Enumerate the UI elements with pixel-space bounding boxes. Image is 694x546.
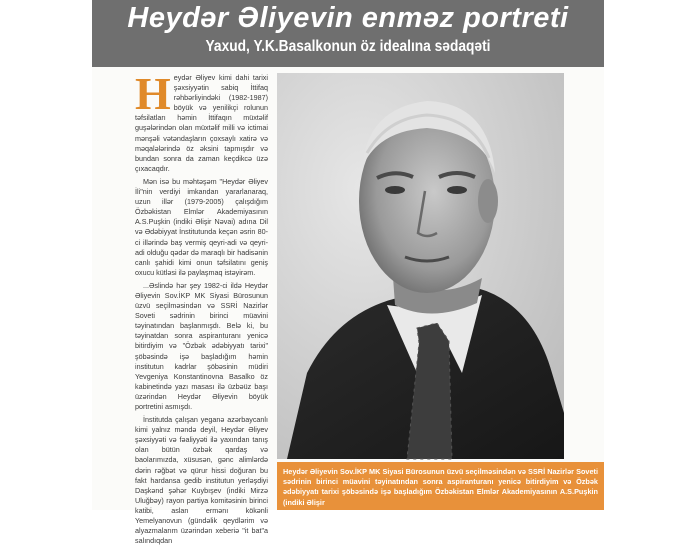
article-paragraph: Mən isə bu məhtəşəm "Heydər Əliyev İli"nin verdiyi imkandan yararlanaraq, uzun illər (1979-2005) çalışdığım Özbəkistan Elmlər Akademiyasının A.S.Puşkin (indiki Əlişir Nəvai) adına Dil və Ədəbiyyat İnstitutunda keçən əsrin 80-ci illərində baş vermiş qeyri-adi və qeyri-adi olduğu qədər də maraqlı bir hadisənin canlı şahidi kimi onun təfsilatını geniş oxucu kütləsi ilə paylaşmaq istəyirəm. (135, 176, 268, 277)
photo-caption-box (277, 462, 604, 510)
page-subtitle: Yaxud, Y.K.Basalkonun öz idealına sədaqəti (205, 38, 491, 55)
magazine-page (92, 0, 604, 546)
drop-cap: H (135, 68, 171, 119)
portrait-illustration (277, 73, 564, 459)
photo-caption: Heydər Əliyevin Sov.İKP MK Siyasi Bürosunun üzvü seçilməsindən və SSRİ Nazirlər Soveti sədrinin birinci müavini təyinatından sonra aspiranturanı yenicə bitirdiyim və Özbək ədəbiyyatı tarixi şöbəsində işə başladığım Özbəkistan Elmlər Akademiyasının A.S.Puşkin (indiki Əlişir (283, 467, 598, 507)
article-body (135, 68, 268, 546)
article-paragraph: İnstitutda çalışan yeganə azərbaycanlı kimi yalnız məndə deyil, Heydər Əliyev şəxsiyyəti və fəaliyyəti ilə yaxından tanış olan bütün özbək qardaş və baolarımızda, xüsusən, gənc alimlərdə dərin rəğbət və qürur hissi doğuran bu fakt hardansa gedib institutun yerləşdiyi Daşkənd şəhər Kuybışev (indiki Mirzə Uluğbəy) rayon partiya komitəsinin birinci katibi, aslan ermənı kökənli Yemelyanovun (gündəlik qeydlərim və alyazmalarım üzərindən xeberiə "it bat"a salındıqdan (135, 415, 268, 546)
article-paragraph: ...Əslində hər şey 1982-ci ildə Heydər Əliyevin Sov.İKP MK Siyasi Bürosunun üzvü seçilməsindən və SSRİ Nazirlər Soveti sədrinin birinci müavini təyinatından başlanmışdı. Belə ki, bu təyinatdan sonra aspiranturanı yenicə bitirdiyim və "Özbək ədəbiyyatı tarixi" şöbəsində işə başladığım həmin institutun kadrlar şöbəsinin müdiri Yevgeniya Konstantinovna Basalko öz kabinetində yazı masası ilə üzbəüz başı üzərindən Heydər Əliyevin böyük portretini asmışdı. (135, 280, 268, 411)
page-title: Heydər Əliyevin enməz portreti (127, 2, 569, 34)
article-paragraph (135, 68, 268, 174)
portrait-photo (277, 73, 564, 459)
header-banner (92, 0, 604, 67)
paragraph-text: eydər Əliyev kimi dahi tarixi şəxsiyyətin sabiq İttifaq rəhbərliyindəki (1982-1987) böyük və yenilikçi rolunun təfsilatları həmin İttifaqın müxtəlif guşələrindən olan müxtəlif milli və ictimai mənşəli vətəndaşların çoxsaylı xatirə və məqalələrində öz əksini tapmışdır və bundan sonra da zaman keçdikcə üzə çıxacaqdır. (135, 73, 268, 173)
